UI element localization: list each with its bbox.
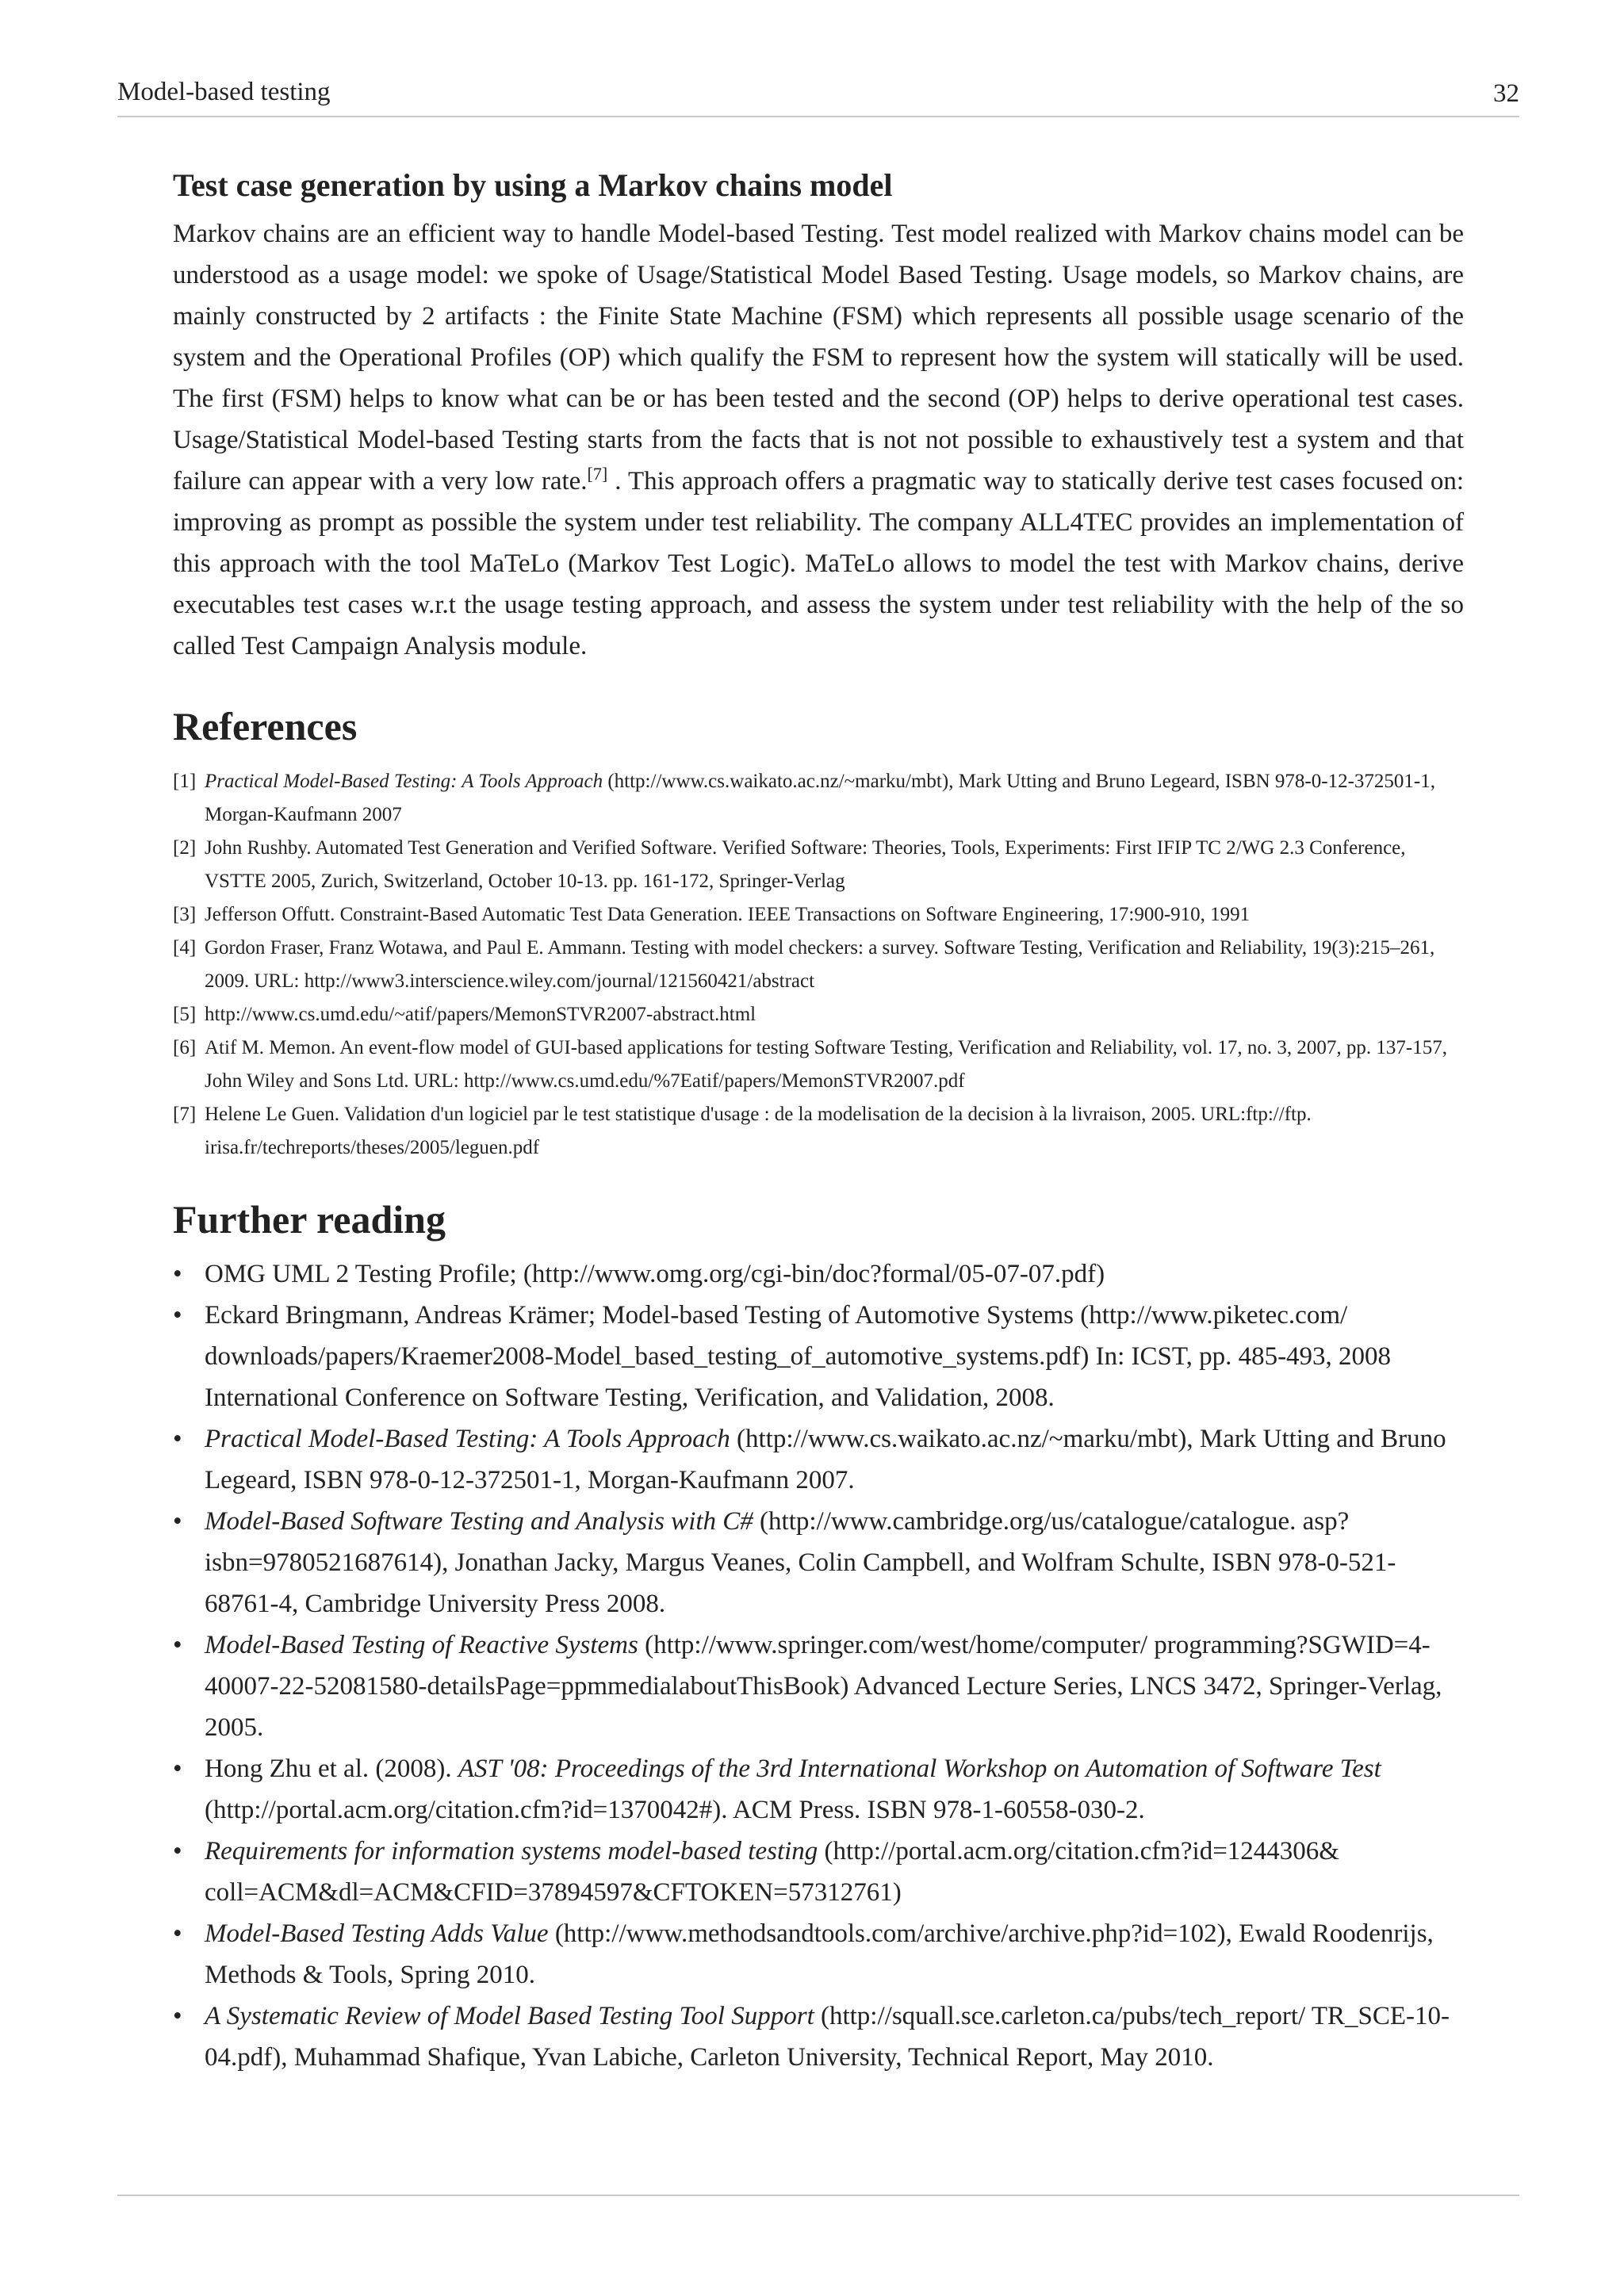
reference-item (173, 832, 1464, 898)
reference-item (173, 932, 1464, 998)
reference-number: [3] (173, 904, 197, 925)
reference-text: Atif M. Memon. An event-flow model of GUI-based applications for testing Software Testing, Verification and Reliability, vol. 17, no. 3, 2007, pp. 137-157, John Wiley and Sons Ltd. URL: http://www.cs.umd.edu/%7Eatif/papers/MemonSTVR2007.pdf (205, 1037, 1447, 1092)
further-reading-text: (http://portal.acm.org/citation.cfm?id=1244306& coll=ACM&dl=ACM&CFID=37894597&CFTOKEN=57312761) (205, 1837, 1339, 1907)
bullet-icon: • (173, 1260, 182, 1288)
further-reading-text: (http://www.cs.waikato.ac.nz/~marku/mbt), Mark Utting and Bruno Legeard, ISBN 978-0-12-372501-1, Morgan-Kaufmann 2007. (205, 1425, 1446, 1494)
further-reading-text: OMG UML 2 Testing Profile; (http://www.omg.org/cgi-bin/doc?formal/05-07-07.pdf) (205, 1260, 1105, 1288)
reference-text: (http://www.cs.waikato.ac.nz/~marku/mbt), Mark Utting and Bruno Legeard, ISBN 978-0-12-372501-1, Morgan-Kaufmann 2007 (205, 771, 1435, 825)
reference-item (173, 1098, 1464, 1165)
page-content (173, 163, 1464, 2078)
reference-item (173, 998, 1464, 1031)
further-reading-item (173, 1624, 1464, 1748)
bullet-icon: • (173, 2002, 182, 2030)
reference-number: [5] (173, 1004, 197, 1025)
reference-number: [1] (173, 771, 197, 792)
reference-text: Gordon Fraser, Franz Wotawa, and Paul E. Ammann. Testing with model checkers: a survey. Software Testing, Verification and Reliability, 19(3):215–261, 2009. URL: http://www3.interscience.wiley.com/journal/121560421/abstract (205, 937, 1435, 992)
further-reading-item (173, 1748, 1464, 1831)
further-reading-item (173, 1913, 1464, 1996)
footer-divider (117, 2195, 1519, 2196)
reference-number: [6] (173, 1037, 197, 1058)
further-reading-list (173, 1253, 1464, 2078)
reference-item (173, 1031, 1464, 1098)
further-reading-title: Model-Based Testing Adds Value (205, 1919, 549, 1948)
further-reading-title: A Systematic Review of Model Based Testing Tool Support (205, 2002, 814, 2030)
page-number: 32 (1493, 79, 1519, 108)
markov-heading: Test case generation by using a Markov chains model (173, 167, 893, 203)
further-reading-title: AST '08: Proceedings of the 3rd International Workshop on Automation of Software Test (458, 1755, 1381, 1783)
further-reading-item (173, 1831, 1464, 1913)
further-reading-item (173, 1418, 1464, 1501)
bullet-icon: • (173, 1631, 182, 1659)
further-reading-item (173, 1253, 1464, 1295)
running-header-title: Model-based testing (117, 78, 331, 106)
markov-text-part2: . This approach offers a pragmatic way to statically derive test cases focused on: improving as prompt as possible the system under test reliability. The company ALL4TEC provides an implementation of this approach with the tool MaTeLo (Markov Test Logic). MaTeLo allows to model the test with Markov chains, derive executables test cases w.r.t the usage testing approach, and assess the system under test reliability with the help of the so called Test Campaign Analysis module. (173, 467, 1464, 660)
references-section (173, 698, 1464, 1165)
markov-text-part1: Markov chains are an efficient way to handle Model-based Testing. Test model realized with Markov chains model can be understood as a usage model: we spoke of Usage/Statistical Model Based Testing. Usage models, so Markov chains, are mainly constructed by 2 artifacts : the Finite State Machine (FSM) which represents all possible usage scenario of the system and the Operational Profiles (OP) which qualify the FSM to represent how the system will statically will be used. The first (FSM) helps to know what can be or has been tested and the second (OP) helps to derive operational test cases. Usage/Statistical Model-based Testing starts from the facts that is not not possible to exhaustively test a system and that failure can appear with a very low rate. (173, 220, 1464, 496)
bullet-icon: • (173, 1507, 182, 1536)
reference-item (173, 898, 1464, 932)
markov-section (173, 163, 1464, 667)
reference-number: [2] (173, 837, 197, 859)
further-reading-prefix: Hong Zhu et al. (2008). (205, 1755, 458, 1783)
reference-text: Jefferson Offutt. Constraint-Based Automatic Test Data Generation. IEEE Transactions on Software Engineering, 17:900-910, 1991 (205, 904, 1251, 925)
reference-number: [7] (173, 1104, 197, 1125)
further-reading-section (173, 1192, 1464, 2078)
header-divider (117, 116, 1519, 117)
further-reading-title: Practical Model-Based Testing: A Tools Approach (205, 1425, 730, 1453)
further-reading-text: (http://www.cambridge.org/us/catalogue/catalogue. asp?isbn=9780521687614), Jonathan Jacky, Margus Veanes, Colin Campbell, and Wolfram Schulte, ISBN 978-0-521-68761-4, Cambridge University Press 2008. (205, 1507, 1396, 1618)
references-list (173, 765, 1464, 1165)
reference-item (173, 765, 1464, 832)
further-reading-heading: Further reading (173, 1197, 446, 1242)
bullet-icon: • (173, 1755, 182, 1783)
further-reading-title: Model-Based Testing of Reactive Systems (205, 1631, 638, 1659)
further-reading-text: (http://squall.sce.carleton.ca/pubs/tech_report/ TR_SCE-10-04.pdf), Muhammad Shafique, Yvan Labiche, Carleton University, Technical Report, May 2010. (205, 2002, 1450, 2072)
further-reading-title: Model-Based Software Testing and Analysis with C# (205, 1507, 753, 1536)
further-reading-item (173, 1996, 1464, 2078)
markov-paragraph (173, 213, 1464, 667)
bullet-icon: • (173, 1425, 182, 1453)
references-heading: References (173, 704, 358, 748)
further-reading-text: (http://www.springer.com/west/home/computer/ programming?SGWID=4-40007-22-52081580-detailsPage=ppmmedialaboutThisBook) Advanced Lecture Series, LNCS 3472, Springer-Verlag, 2005. (205, 1631, 1442, 1742)
bullet-icon: • (173, 1837, 182, 1866)
reference-text: http://www.cs.umd.edu/~atif/papers/MemonSTVR2007-abstract.html (205, 1004, 756, 1025)
further-reading-title: Requirements for information systems model-based testing (205, 1837, 818, 1866)
further-reading-item (173, 1295, 1464, 1418)
bullet-icon: • (173, 1301, 182, 1330)
further-reading-text: (http://portal.acm.org/citation.cfm?id=1370042#). ACM Press. ISBN 978-1-60558-030-2. (205, 1796, 1145, 1824)
reference-text: Helene Le Guen. Validation d'un logiciel par le test statistique d'usage : de la modelisation de la decision à la livraison, 2005. URL:ftp://ftp. irisa.fr/techreports/theses/2005/leguen.pdf (205, 1104, 1312, 1158)
reference-title: Practical Model-Based Testing: A Tools Approach (205, 771, 603, 792)
bullet-icon: • (173, 1919, 182, 1948)
citation-link-7[interactable]: [7] (587, 464, 608, 484)
further-reading-text: Eckard Bringmann, Andreas Krämer; Model-based Testing of Automotive Systems (http://www.piketec.com/ downloads/papers/Kraemer2008-Model_based_testing_of_automotive_systems.pdf) In: ICST, pp. 485-493, 2008 International Conference on Software Testing, Verification, and Validation, 2008. (205, 1301, 1392, 1412)
reference-number: [4] (173, 937, 197, 959)
further-reading-text: (http://www.methodsandtools.com/archive/archive.php?id=102), Ewald Roodenrijs, Methods & Tools, Spring 2010. (205, 1919, 1434, 1989)
reference-text: John Rushby. Automated Test Generation and Verified Software. Verified Software: Theories, Tools, Experiments: First IFIP TC 2/WG 2.3 Conference, VSTTE 2005, Zurich, Switzerland, October 10-13. pp. 161-172, Springer-Verlag (205, 837, 1406, 892)
further-reading-item (173, 1501, 1464, 1624)
